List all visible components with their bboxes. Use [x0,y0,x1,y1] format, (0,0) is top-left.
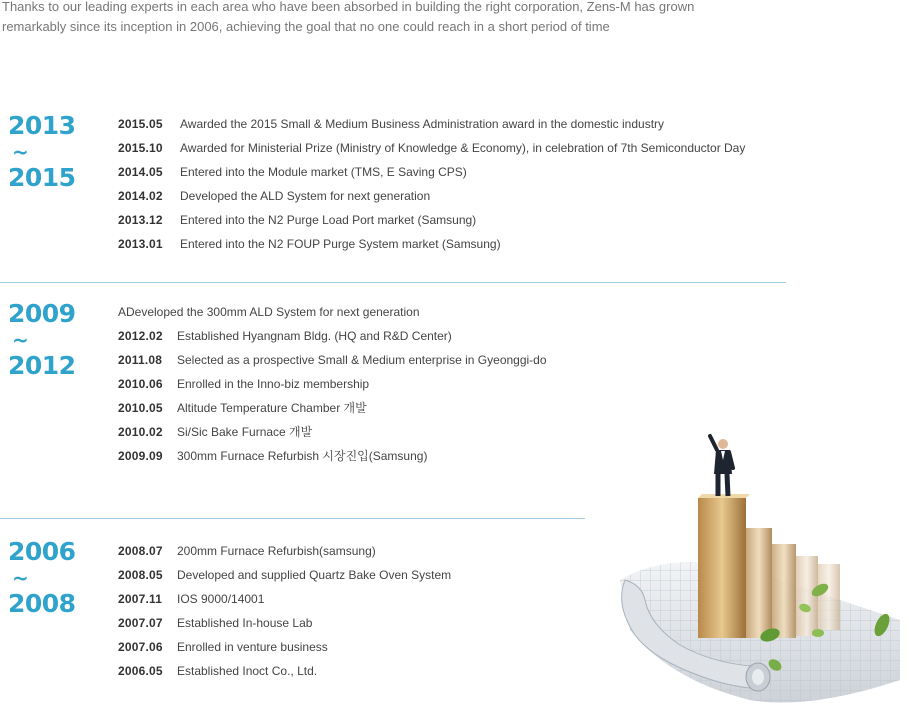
item-text: 200mm Furnace Refurbish(samsung) [177,544,376,558]
item-date: 2010.02 [118,425,163,439]
list-item [118,563,451,587]
section-divider [0,518,585,519]
list-item [118,611,451,635]
year-end: 2012 [8,351,76,380]
item-text: 300mm Furnace Refurbish 시장진입(Samsung) [177,449,428,463]
item-text: Entered into the N2 FOUP Purge System market (Samsung) [180,237,501,251]
list-item [118,160,745,184]
list-item [118,659,451,683]
list-item [118,396,547,420]
item-date: 2015.05 [118,117,163,131]
year-end: 2015 [8,163,76,192]
year-start: 2013 [8,111,76,140]
item-text: Enrolled in venture business [177,640,328,654]
year-end: 2008 [8,589,76,618]
item-text: Entered into the Module market (TMS, E Saving CPS) [180,165,467,179]
item-date: 2007.06 [118,640,163,654]
item-date: 2011.08 [118,353,163,367]
item-date: 2013.01 [118,237,163,251]
list-item [118,587,451,611]
blueprint-roll-core [752,669,764,685]
item-date: 2009.09 [118,449,163,463]
item-date: 2012.02 [118,329,163,343]
item-text: Entered into the N2 Purge Load Port market (Samsung) [180,213,477,227]
year-range [8,539,88,617]
leaf-icon [812,629,824,637]
item-text: IOS 9000/14001 [177,592,265,606]
list-item [118,232,745,256]
history-list [118,300,547,468]
year-range [8,301,88,379]
list-item [118,184,745,208]
item-text: Developed and supplied Quartz Bake Oven System [177,568,452,582]
item-text: Established In-house Lab [177,616,313,630]
list-item [118,324,547,348]
item-date: 2008.05 [118,568,163,582]
item-date: 2010.05 [118,401,163,415]
intro-text [2,0,902,37]
item-text: Selected as a prospective Small & Medium enterprise in Gyeonggi-do [177,353,547,367]
history-list [118,539,451,683]
item-date: 2013.12 [118,213,163,227]
year-start: 2009 [8,299,76,328]
list-item [118,372,547,396]
year-range [8,113,88,191]
list-item [118,136,745,160]
list-item [118,539,451,563]
item-text: Established Hyangnam Bldg. (HQ and R&D Center) [177,329,452,343]
bar-3 [772,544,796,638]
list-item [118,348,547,372]
year-start: 2006 [8,537,76,566]
item-text: Awarded the 2015 Small & Medium Business Administration award in the domestic industry [180,117,665,131]
intro-line-2: remarkably since its inception in 2006, achieving the goal that no one could reach in a short period of time [2,19,610,34]
list-item [118,208,745,232]
item-date: 2008.07 [118,544,163,558]
item-date: 2010.06 [118,377,163,391]
year-tilde: ~ [12,140,29,164]
year-tilde: ~ [12,328,29,352]
bar-1 [698,498,746,638]
item-text: Developed the ALD System for next generation [180,189,431,203]
item-date: 2015.10 [118,141,163,155]
item-text: Altitude Temperature Chamber 개발 [177,401,367,415]
item-text: Established Inoct Co., Ltd. [177,664,318,678]
growth-bar-chart-businessman-icon [610,430,909,719]
item-text: ADeveloped the 300mm ALD System for next generation [118,305,420,319]
list-item [118,300,547,324]
item-date: 2007.07 [118,616,163,630]
bar-2 [746,528,772,638]
list-item [118,635,451,659]
bar-1-top [698,494,750,498]
section-divider [0,282,786,283]
businessman-figure [710,436,733,496]
year-tilde: ~ [12,566,29,590]
item-text: Si/Sic Bake Furnace 개발 [177,425,313,439]
item-date: 2014.02 [118,189,163,203]
item-text: Enrolled in the Inno-biz membership [177,377,370,391]
history-list [118,112,745,256]
list-item [118,444,547,468]
item-date: 2014.05 [118,165,163,179]
bar-5 [818,564,840,630]
item-date: 2006.05 [118,664,163,678]
list-item [118,420,547,444]
item-date: 2007.11 [118,592,163,606]
item-text: Awarded for Ministerial Prize (Ministry of Knowledge & Economy), in celebration of 7th Semiconductor Day [180,141,746,155]
list-item [118,112,745,136]
intro-line-1: Thanks to our leading experts in each area who have been absorbed in building the right corporation, Zens-M has grown [2,0,695,14]
